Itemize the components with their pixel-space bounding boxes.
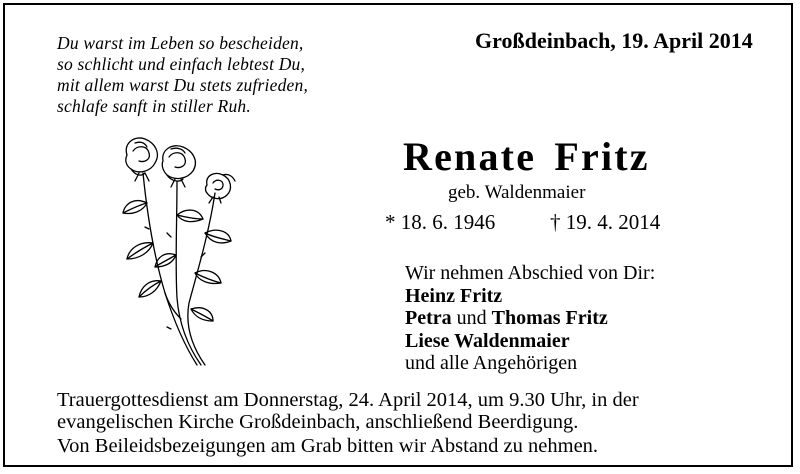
mourners-list <box>405 262 655 375</box>
poem-line-4: schlafe sanft in stiller Ruh. <box>57 96 251 116</box>
mourner-heinz: Heinz Fritz <box>405 284 503 307</box>
service-line-1: Trauergottesdienst am Donnerstag, 24. April 2014, um 9.30 Uhr, in der <box>57 389 639 411</box>
roses-bouquet-icon <box>105 133 255 367</box>
mourner-petra-thomas <box>405 307 655 330</box>
deceased-name: Renate Fritz <box>403 134 650 179</box>
mourner-join-word: und <box>451 307 492 329</box>
mourner-liese: Liese Waldenmaier <box>405 329 570 352</box>
funeral-service-info <box>57 389 639 457</box>
service-line-2: evangelischen Kirche Großdeinbach, anschließend Beerdigung. <box>57 411 579 433</box>
mourner-petra: Petra <box>405 307 452 329</box>
mourners-intro: Wir nehmen Abschied von Dir: <box>405 262 656 284</box>
death-date: † 19. 4. 2014 <box>550 210 661 234</box>
mourner-thomas: Thomas Fritz <box>491 307 608 329</box>
poem-line-1: Du warst im Leben so bescheiden, <box>57 33 304 53</box>
poem-line-3: mit allem warst Du stets zufrieden, <box>57 75 309 95</box>
condolence-note: Von Beileidsbezeigungen am Grab bitten wir Abstand zu nehmen. <box>57 435 599 457</box>
memorial-poem <box>57 33 308 117</box>
poem-line-2: so schlicht und einfach lebtest Du, <box>57 54 306 74</box>
birth-date: * 18. 6. 1946 <box>385 210 496 234</box>
life-dates <box>385 210 661 235</box>
mourners-closing: und alle Angehörigen <box>405 352 578 374</box>
obituary-notice <box>3 3 793 467</box>
place-date: Großdeinbach, 19. April 2014 <box>475 28 753 53</box>
maiden-name: geb. Waldenmaier <box>448 182 586 203</box>
